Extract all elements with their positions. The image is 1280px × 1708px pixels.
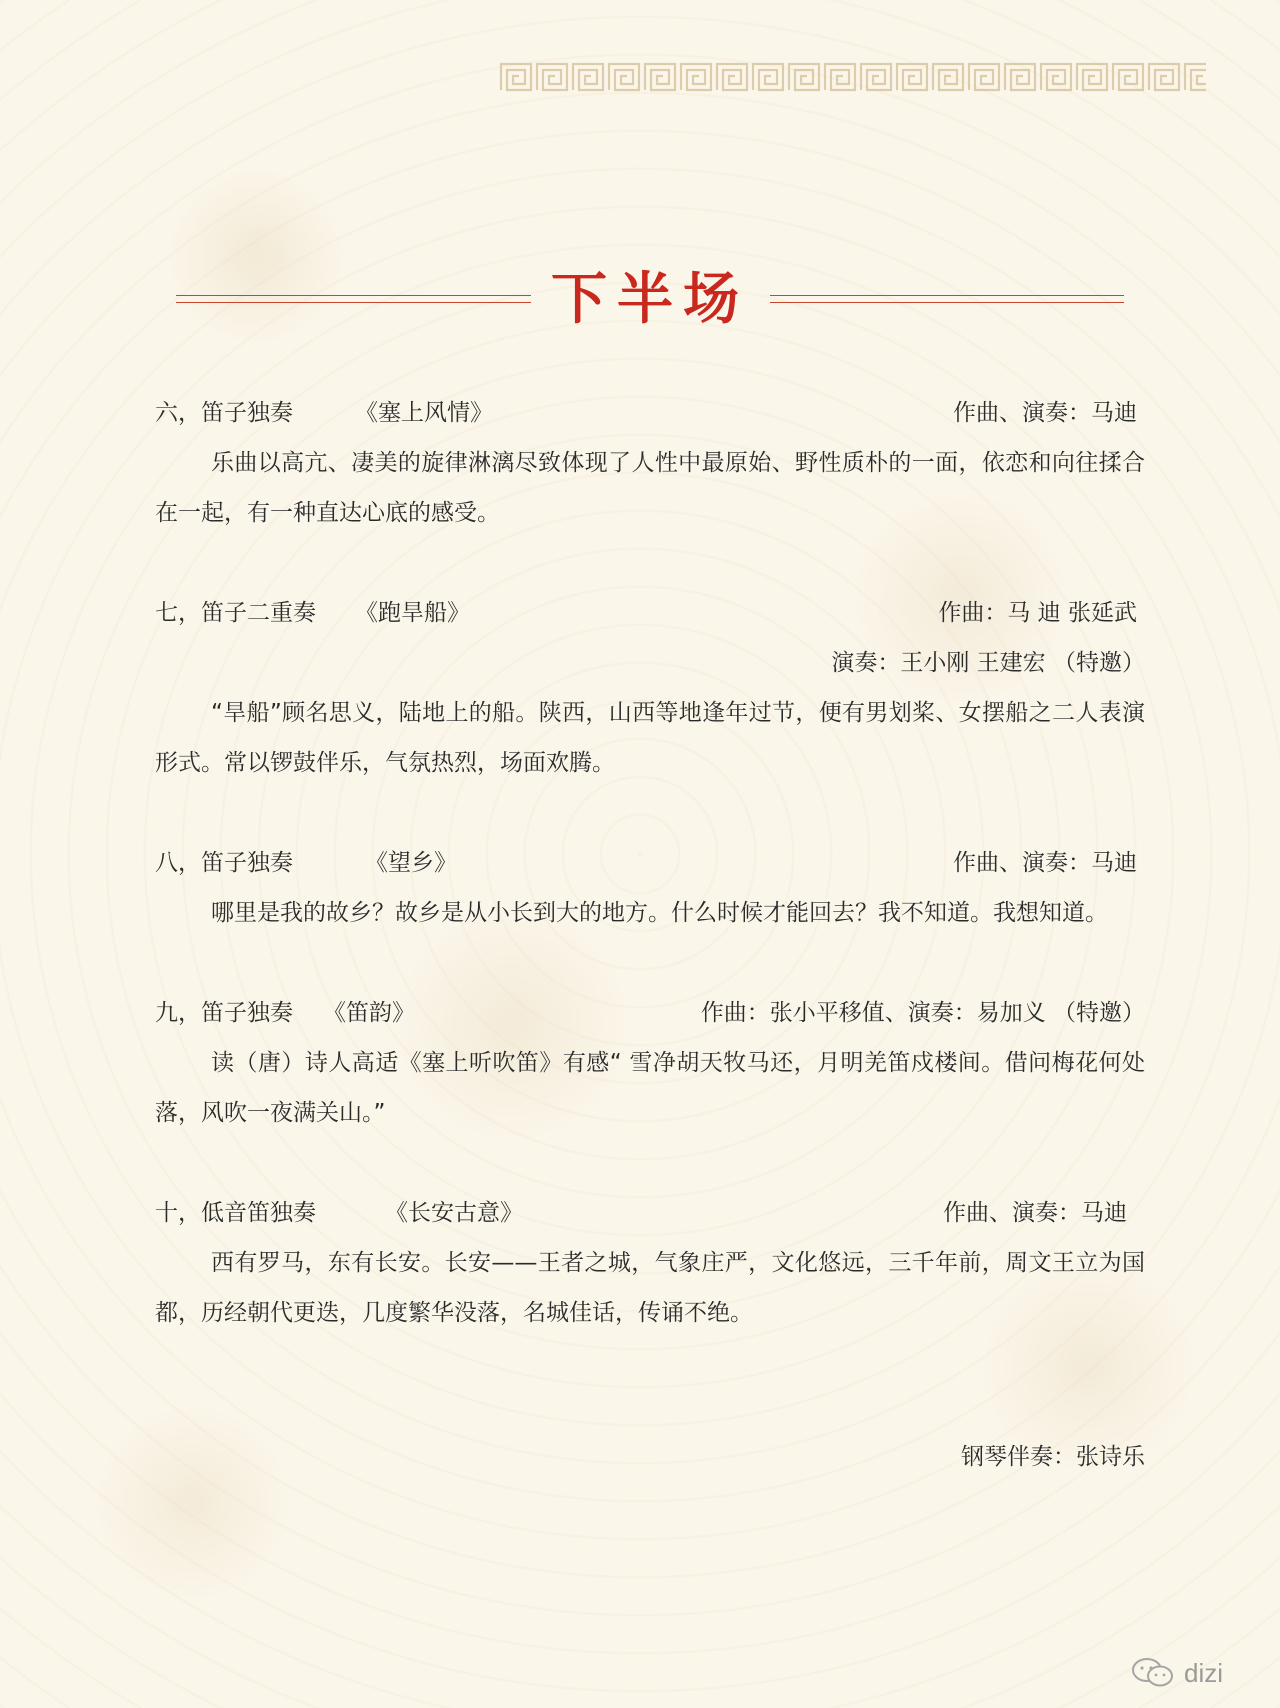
program-number: 十，低音笛独奏 [155, 1200, 316, 1226]
program-credit: 作曲、演奏：马迪 [953, 400, 1137, 426]
program-item-header [155, 588, 1145, 638]
program-item [155, 388, 1145, 538]
program-item-header [155, 838, 1145, 888]
program-title: 《望乡》 [365, 850, 457, 876]
watermark-text: dizi [1184, 1657, 1224, 1688]
program-item [155, 1188, 1145, 1338]
heading-rule-right [770, 295, 1124, 303]
program-number: 九，笛子独奏 [155, 1000, 293, 1026]
program-item [155, 988, 1145, 1138]
program-description: 读（唐）诗人高适《塞上听吹笛》有感“ 雪净胡天牧马还，月明羌笛戍楼间。借问梅花何处落，风吹一夜满关山。” [155, 1050, 1145, 1126]
program-credit: 作曲、演奏：马迪 [953, 850, 1137, 876]
program-description: 乐曲以高亢、凄美的旋律淋漓尽致体现了人性中最原始、野性质朴的一面，依恋和向往揉合在一起，有一种直达心底的感受。 [155, 450, 1145, 526]
program-number: 六，笛子独奏 [155, 400, 293, 426]
program-description: “旱船”顾名思义，陆地上的船。陕西，山西等地逢年过节，便有男划桨、女摆船之二人表演形式。常以锣鼓伴乐，气氛热烈，场面欢腾。 [155, 700, 1145, 776]
program-number: 八，笛子独奏 [155, 850, 293, 876]
program-item-subheader [155, 638, 1145, 688]
program-description: 哪里是我的故乡？故乡是从小长到大的地方。什么时候才能回去？我不知道。我想知道。 [211, 900, 1108, 926]
program-description: 西有罗马，东有长安。长安——王者之城，气象庄严，文化悠远，三千年前，周文王立为国都，历经朝代更迭，几度繁华没落，名城佳话，传诵不绝。 [155, 1250, 1145, 1326]
program-title: 《跑旱船》 [355, 600, 470, 626]
program-item [155, 588, 1145, 788]
program-number: 七，笛子二重奏 [155, 600, 316, 626]
program-item-header [155, 1188, 1145, 1238]
wechat-icon [1130, 1657, 1176, 1689]
fret-pattern-border [498, 60, 1206, 94]
program-composer-credit: 作曲：马 迪 张延武 [938, 600, 1137, 626]
program-item-header [155, 988, 1145, 1038]
program-item [155, 838, 1145, 938]
program-title: 《长安古意》 [385, 1200, 523, 1226]
wechat-watermark [1130, 1655, 1223, 1691]
program-credit: 作曲、演奏：马迪 [943, 1200, 1127, 1226]
section-title: 下半场 [551, 267, 749, 332]
program-list [155, 388, 1145, 1388]
piano-accompaniment-credit: 钢琴伴奏：张诗乐 [961, 1444, 1145, 1470]
heading-rule-left [176, 295, 531, 303]
program-performer-credit: 演奏：王小刚 王建宏 （特邀） [831, 650, 1145, 676]
program-title: 《笛韵》 [323, 1000, 415, 1026]
section-heading [0, 262, 1280, 342]
program-item-header [155, 388, 1145, 438]
program-credit: 作曲：张小平移值、演奏：易加义 （特邀） [700, 1000, 1145, 1026]
program-title: 《塞上风情》 [355, 400, 493, 426]
